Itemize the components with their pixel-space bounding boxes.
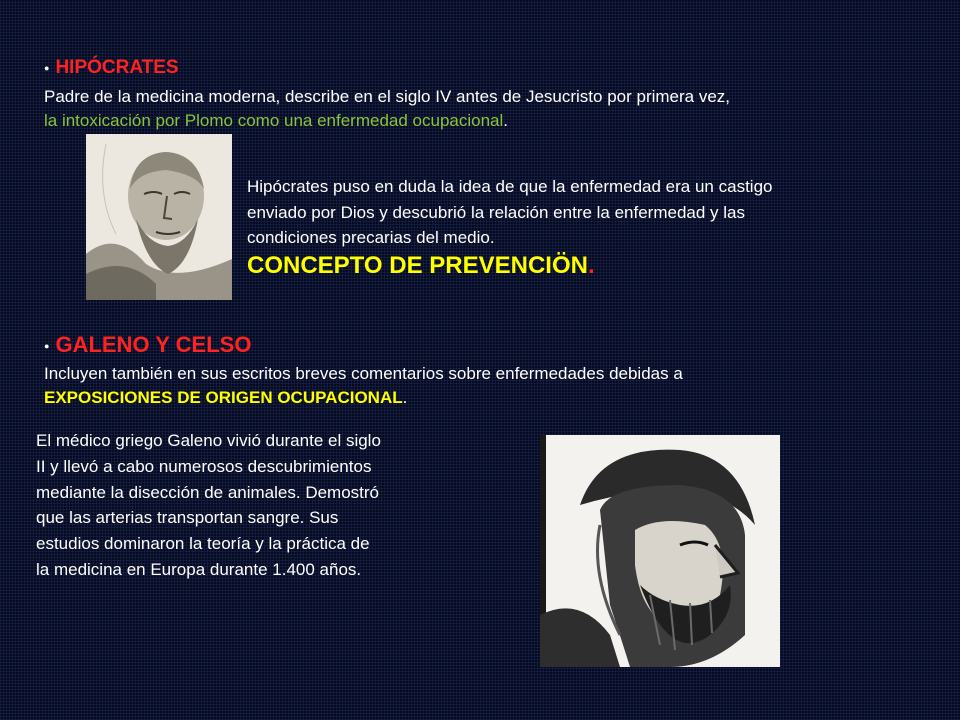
occupational-exposure-highlight: EXPOSICIONES DE ORIGEN OCUPACIONAL [44, 388, 403, 407]
galeno-heading [44, 332, 251, 359]
line-end-period: . [402, 388, 408, 407]
galeno-heading-text: GALENO Y CELSO [55, 332, 252, 357]
hipocrates-portrait [86, 134, 232, 300]
bullet-icon: ● [44, 63, 50, 73]
hipocrates-description: Hipócrates puso en duda la idea de que la enfermedad era un castigo enviado por Dios y descubrió la relación entre la enfermedad y las condiciones precarias del medio. [247, 177, 773, 247]
galeno-description: El médico griego Galeno vivió durante el siglo II y llevó a cabo numerosos descubrimientos mediante la disección de animales. Demostró que las arterias transportan sangre. Sus estudios dominaron la teoría y la práctica de la medicina en Europa durante 1.400 años. [36, 431, 381, 579]
hipocrates-heading-text: HIPÓCRATES [55, 57, 179, 79]
line-end-period: . [503, 111, 509, 130]
galeno-line2 [44, 387, 407, 409]
lead-intoxication-highlight: la intoxicación por Plomo como una enfermedad ocupacional [44, 111, 504, 130]
bullet-icon: ● [44, 341, 50, 352]
prevention-concept [247, 252, 595, 280]
prevention-concept-dot: . [587, 252, 595, 279]
prevention-concept-text: CONCEPTO DE PREVENCIÖN [247, 252, 588, 279]
galeno-portrait [540, 435, 780, 667]
galeno-line1: Incluyen también en sus escritos breves comentarios sobre enfermedades debidas a [44, 364, 683, 383]
hipocrates-line2 [44, 110, 508, 132]
hipocrates-line1: Padre de la medicina moderna, describe en el siglo IV antes de Jesucristo por primera vez, [44, 87, 731, 106]
hipocrates-heading [44, 57, 179, 79]
